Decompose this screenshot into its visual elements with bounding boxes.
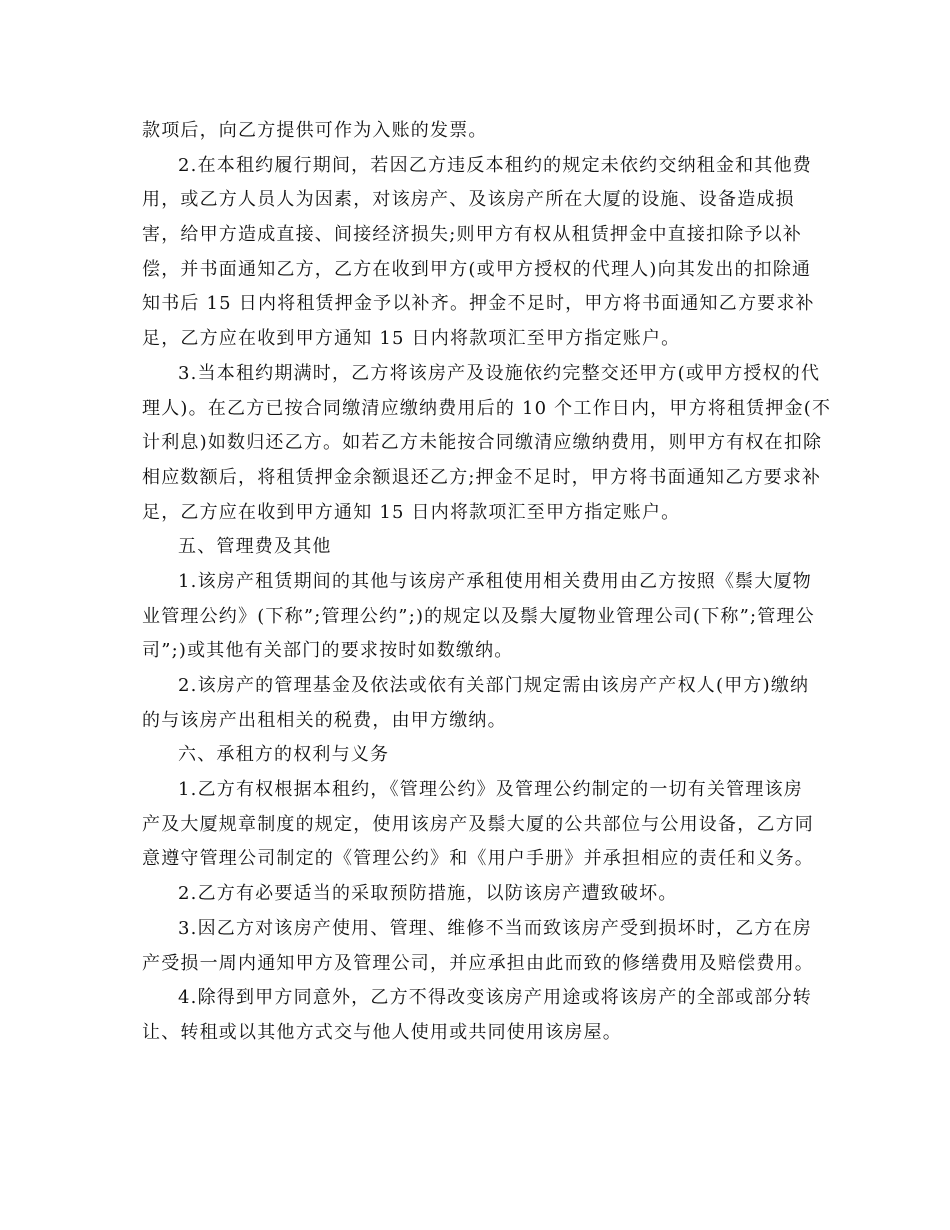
text-line: 偿，并书面通知乙方，乙方在收到甲方(或甲方授权的代理人)向其发出的扣除通 bbox=[142, 258, 812, 280]
text-line: 足，乙方应在收到甲方通知 15 日内将款项汇至甲方指定账户。 bbox=[142, 328, 681, 350]
text-line: 害，给甲方造成直接、间接经济损失;则甲方有权从租赁押金中直接扣除予以补 bbox=[142, 224, 803, 246]
text-line: 相应数额后，将租赁押金余额退还乙方;押金不足时，甲方将书面通知乙方要求补 bbox=[142, 466, 822, 488]
clause-6-1-line: 1.乙方有权根据本租约，《管理公约》及管理公约制定的一切有关管理该房 bbox=[178, 779, 803, 801]
section-heading-5: 五、管理费及其他 bbox=[178, 536, 332, 558]
clause-6-2-line: 2.乙方有必要适当的采取预防措施，以防该房产遭致破坏。 bbox=[178, 883, 678, 905]
text-line: 产及大厦规章制度的规定，使用该房产及鬃大厦的公共部位与公用设备，乙方同 bbox=[142, 813, 814, 835]
clause-6-3-line: 3.因乙方对该房产使用、管理、维修不当而致该房产受到损坏时，乙方在房 bbox=[178, 917, 812, 939]
text-line: 用，或乙方人员人为因素，对该房产、及该房产所在大厦的设施、设备造成损 bbox=[142, 189, 795, 211]
clause-4-2-line: 2.在本租约履行期间，若因乙方违反本租约的规定未依约交纳租金和其他费 bbox=[178, 154, 812, 176]
text-line: 意遵守管理公司制定的《管理公约》和《用户手册》并承担相应的责任和义务。 bbox=[142, 848, 814, 870]
clause-5-2-line: 2.该房产的管理基金及依法或依有关部门规定需由该房产产权人(甲方)缴纳 bbox=[178, 675, 810, 696]
document-page bbox=[142, 114, 832, 1051]
clause-6-4-line: 4.除得到甲方同意外，乙方不得改变该房产用途或将该房产的全部或部分转 bbox=[178, 987, 812, 1009]
text-line: 计利息)如数归还乙方。如若乙方未能按合同缴清应缴纳费用，则甲方有权在扣除 bbox=[142, 432, 823, 454]
text-line: 知书后 15 日内将租赁押金予以补齐。押金不足时，甲方将书面通知乙方要求补 bbox=[142, 293, 815, 315]
text-line: 的与该房产出租相关的税费，由甲方缴纳。 bbox=[142, 709, 507, 731]
text-line: 产受损一周内通知甲方及管理公司，并应承担由此而致的修缮费用及赔偿费用。 bbox=[142, 952, 814, 974]
text-line: 理人)。在乙方已按合同缴清应缴纳费用后的 10 个工作日内，甲方将租赁押金(不 bbox=[142, 397, 832, 419]
text-line: 司”;)或其他有关部门的要求按时如数缴纳。 bbox=[142, 640, 514, 662]
clause-5-1-line: 1.该房产租赁期间的其他与该房产承租使用相关费用由乙方按照《鬃大厦物 bbox=[178, 570, 812, 592]
text-line: 让、转租或以其他方式交与他人使用或共同使用该房屋。 bbox=[142, 1021, 622, 1043]
section-heading-6: 六、承租方的权利与义务 bbox=[178, 744, 390, 766]
text-line: 款项后，向乙方提供可作为入账的发票。 bbox=[142, 120, 488, 141]
text-line: 足，乙方应在收到甲方通知 15 日内将款项汇至甲方指定账户。 bbox=[142, 501, 681, 523]
clause-4-3-line: 3.当本租约期满时，乙方将该房产及设施依约完整交还甲方(或甲方授权的代 bbox=[178, 362, 821, 384]
text-line: 业管理公约》(下称”;管理公约”;)的规定以及鬃大厦物业管理公司(下称”;管理公 bbox=[142, 605, 815, 627]
